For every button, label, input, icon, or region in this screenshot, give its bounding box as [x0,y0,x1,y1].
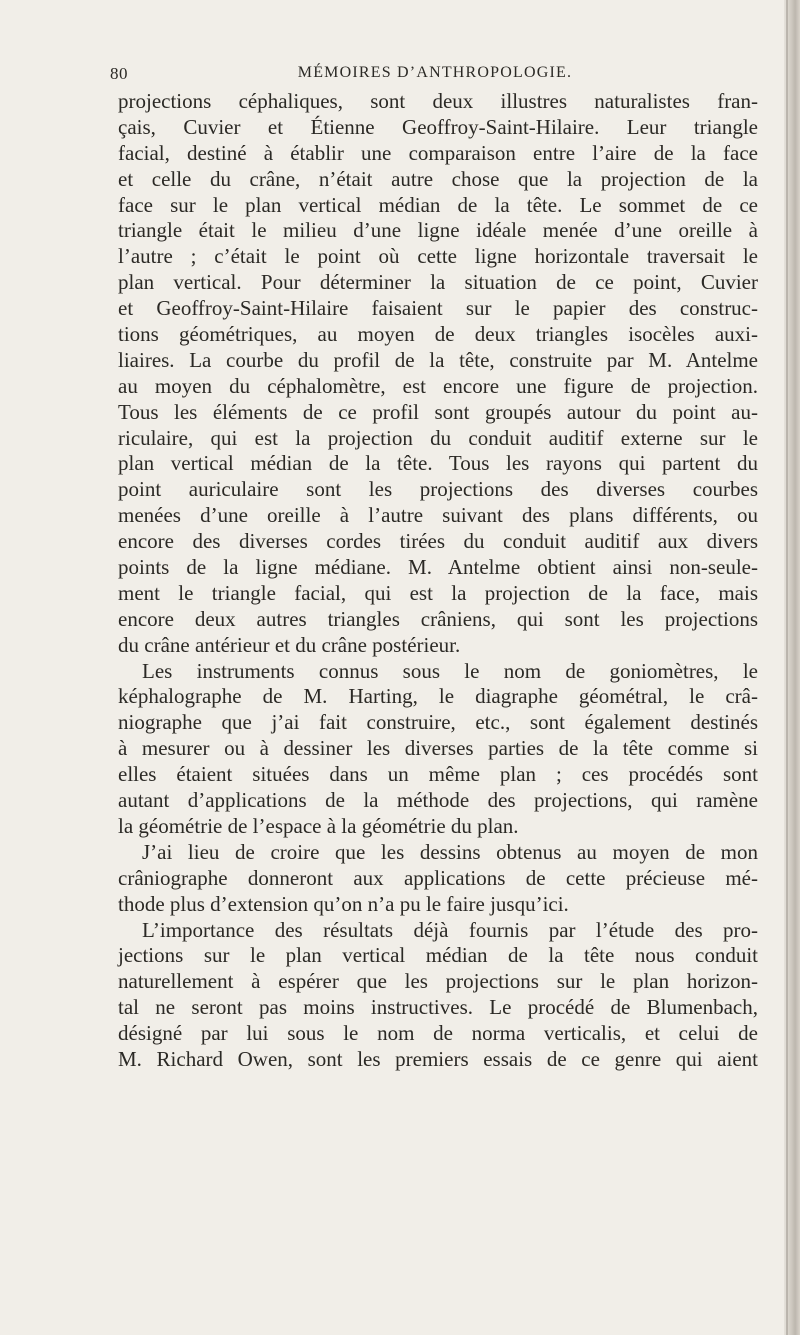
text-line: Les instruments connus sous le nom de goniomètres, le [142,658,758,683]
text-line: tal ne seront pas moins instructives. Le procédé de Blumenbach, [118,995,758,1020]
text-line: crâniographe donneront aux applications de cette précieuse mé- [118,865,758,890]
paragraph [118,840,758,918]
text-line: jections sur le plan vertical médian de la tête nous conduit [118,943,758,968]
text-line: thode plus d’extension qu’on n’a pu le faire jusqu’ici. [118,891,569,916]
text-line: et celle du crâne, n’était autre chose que la projection de la [118,166,758,191]
text-line: au moyen du céphalomètre, est encore une figure de projection. [118,373,758,398]
text-line: képhalographe de M. Harting, le diagraphe géométral, le crâ- [118,684,758,709]
paragraph [118,659,758,840]
text-line: M. Richard Owen, sont les premiers essais de ce genre qui aient [118,1046,758,1071]
text-line: à mesurer ou à dessiner les diverses parties de la tête comme si [118,736,758,761]
text-line: encore des diverses cordes tirées du conduit auditif aux divers [118,529,758,554]
text-line: elles étaient situées dans un même plan ; ces procédés sont [118,762,758,787]
body-text [118,89,758,1073]
text-line: face sur le plan vertical médian de la tête. Le sommet de ce [118,192,758,217]
text-line: projections céphaliques, sont deux illustres naturalistes fran- [118,89,758,113]
page-header [110,64,760,90]
text-line: plan vertical médian de la tête. Tous les rayons qui partent du [118,451,758,476]
paragraph [118,89,758,659]
text-line: naturellement à espérer que les projections sur le plan horizon- [118,969,758,994]
text-line: autant d’applications de la méthode des projections, qui ramène [118,788,758,813]
text-line: encore deux autres triangles crâniens, qui sont les projections [118,606,758,631]
page-edge-shadow [786,0,788,1335]
text-line: niographe que j’ai fait construire, etc., sont également destinés [118,710,758,735]
text-line: triangle était le milieu d’une ligne idéale menée d’une oreille à [118,218,758,243]
text-line: J’ai lieu de croire que les dessins obtenus au moyen de mon [142,839,758,864]
text-line: ment le triangle facial, qui est la projection de la face, mais [118,580,758,605]
text-line: riculaire, qui est la projection du conduit auditif externe sur le [118,425,758,450]
text-line: la géométrie de l’espace à la géométrie du plan. [118,813,519,838]
text-line: çais, Cuvier et Étienne Geoffroy-Saint-Hilaire. Leur triangle [118,114,758,139]
text-line: et Geoffroy-Saint-Hilaire faisaient sur le papier des construc- [118,296,758,321]
page-number: 80 [110,64,128,83]
text-line: tions géométriques, au moyen de deux triangles isocèles auxi- [118,322,758,347]
text-line: facial, destiné à établir une comparaison entre l’aire de la face [118,140,758,165]
text-line: points de la ligne médiane. M. Antelme obtient ainsi non-seule- [118,555,758,580]
text-line: Tous les éléments de ce profil sont groupés autour du point au- [118,399,758,424]
running-title: MÉMOIRES D’ANTHROPOLOGIE. [297,64,573,81]
text-line: L’importance des résultats déjà fournis par l’étude des pro- [142,917,758,942]
text-line: plan vertical. Pour déterminer la situation de ce point, Cuvier [118,270,758,295]
text-line: du crâne antérieur et du crâne postérieur. [118,632,461,657]
text-line: l’autre ; c’était le point où cette ligne horizontale traversait le [118,244,758,269]
paragraph [118,918,758,1073]
text-line: désigné par lui sous le nom de norma verticalis, et celui de [118,1021,758,1046]
text-line: liaires. La courbe du profil de la tête, construite par M. Antelme [118,347,758,372]
text-line: point auriculaire sont les projections des diverses courbes [118,477,758,502]
text-line: menées d’une oreille à l’autre suivant des plans différents, ou [118,503,758,528]
